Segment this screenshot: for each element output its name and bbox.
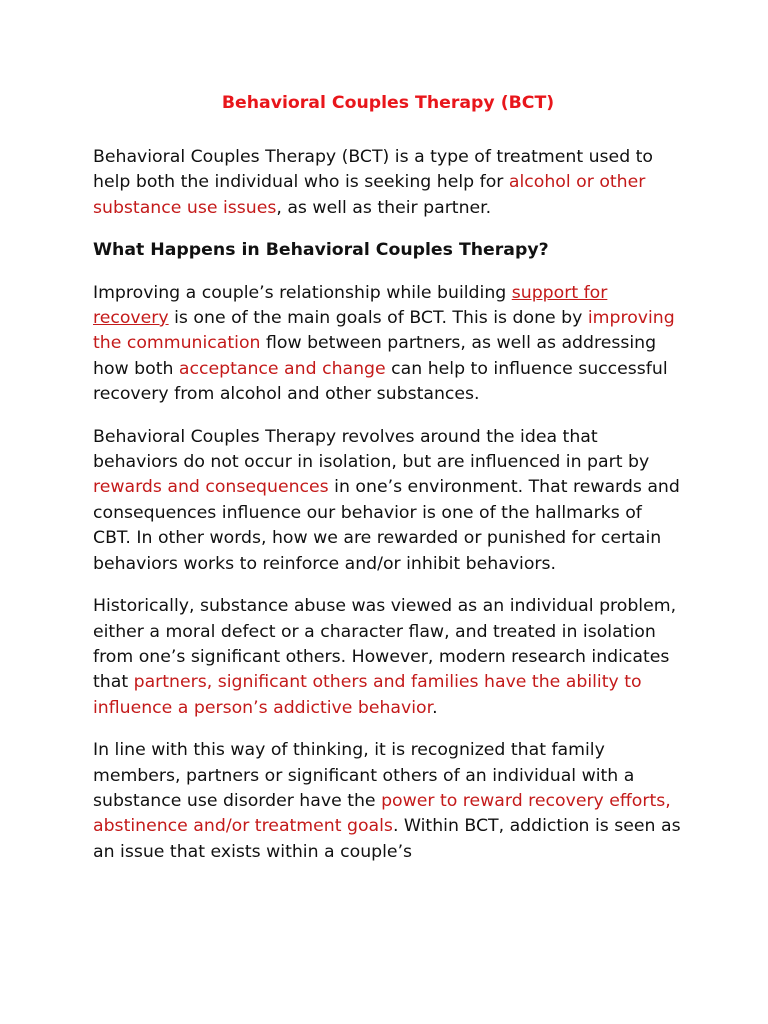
paragraph-text: is one of the main goals of BCT. This is done by (168, 308, 588, 329)
highlight-rewards-consequences: rewards and consequences (93, 477, 329, 498)
paragraph-family (93, 738, 683, 865)
paragraph-history (93, 594, 683, 721)
paragraph-text: . (432, 697, 438, 718)
highlight-power-to-reward: power to reward recovery efforts, abstinence and/or treatment goals (93, 790, 671, 837)
paragraph-text: Behavioral Couples Therapy revolves around the idea that behaviors do not occur in isolation, but are influenced in part by (93, 426, 650, 473)
paragraph-intro (93, 145, 683, 221)
paragraph-text: Behavioral Couples Therapy (BCT) is a type of treatment used to help both the individual who is seeking help for (93, 147, 654, 193)
highlight-substance-use: alcohol or other substance use issues (93, 172, 646, 218)
document-title: Behavioral Couples Therapy (BCT) (221, 93, 555, 113)
section-heading: What Happens in Behavioral Couples Therapy? (93, 240, 549, 261)
paragraph-isolation (93, 425, 683, 577)
highlight-partners-influence: partners, significant others and families have the ability to influence a person’s addictive behavior (93, 672, 642, 718)
highlight-communication: improving the communication (93, 308, 675, 354)
paragraph-text: flow between partners, as well as addressing how both (93, 333, 657, 379)
paragraph-text: can help to influence successful recovery from alcohol and other substances. (93, 358, 668, 405)
paragraph-text: . Within BCT, addiction is seen as an issue that exists within a couple’s (93, 816, 681, 862)
document-page (93, 78, 683, 882)
paragraph-text: In line with this way of thinking, it is recognized that family members, partners or significant others of an individual with a substance use disorder have the (93, 740, 635, 811)
paragraph-text: Historically, substance abuse was viewed as an individual problem, either a moral defect or a character flaw, and treated in isolation from one’s significant others. However, modern research indicates that (93, 596, 677, 693)
support-for-recovery-link[interactable]: support for recovery (93, 282, 608, 329)
paragraph-goals (93, 281, 683, 408)
paragraph-text: , as well as their partner. (276, 197, 492, 218)
paragraph-text: Improving a couple’s relationship while building (93, 282, 512, 303)
paragraph-text: in one’s environment. That rewards and consequences influence our behavior is one of the hallmarks of CBT. In other words, how we are rewarded or punished for certain behaviors works to reinforce and/or inhibit behaviors. (93, 477, 680, 574)
highlight-acceptance-change: acceptance and change (178, 358, 386, 379)
